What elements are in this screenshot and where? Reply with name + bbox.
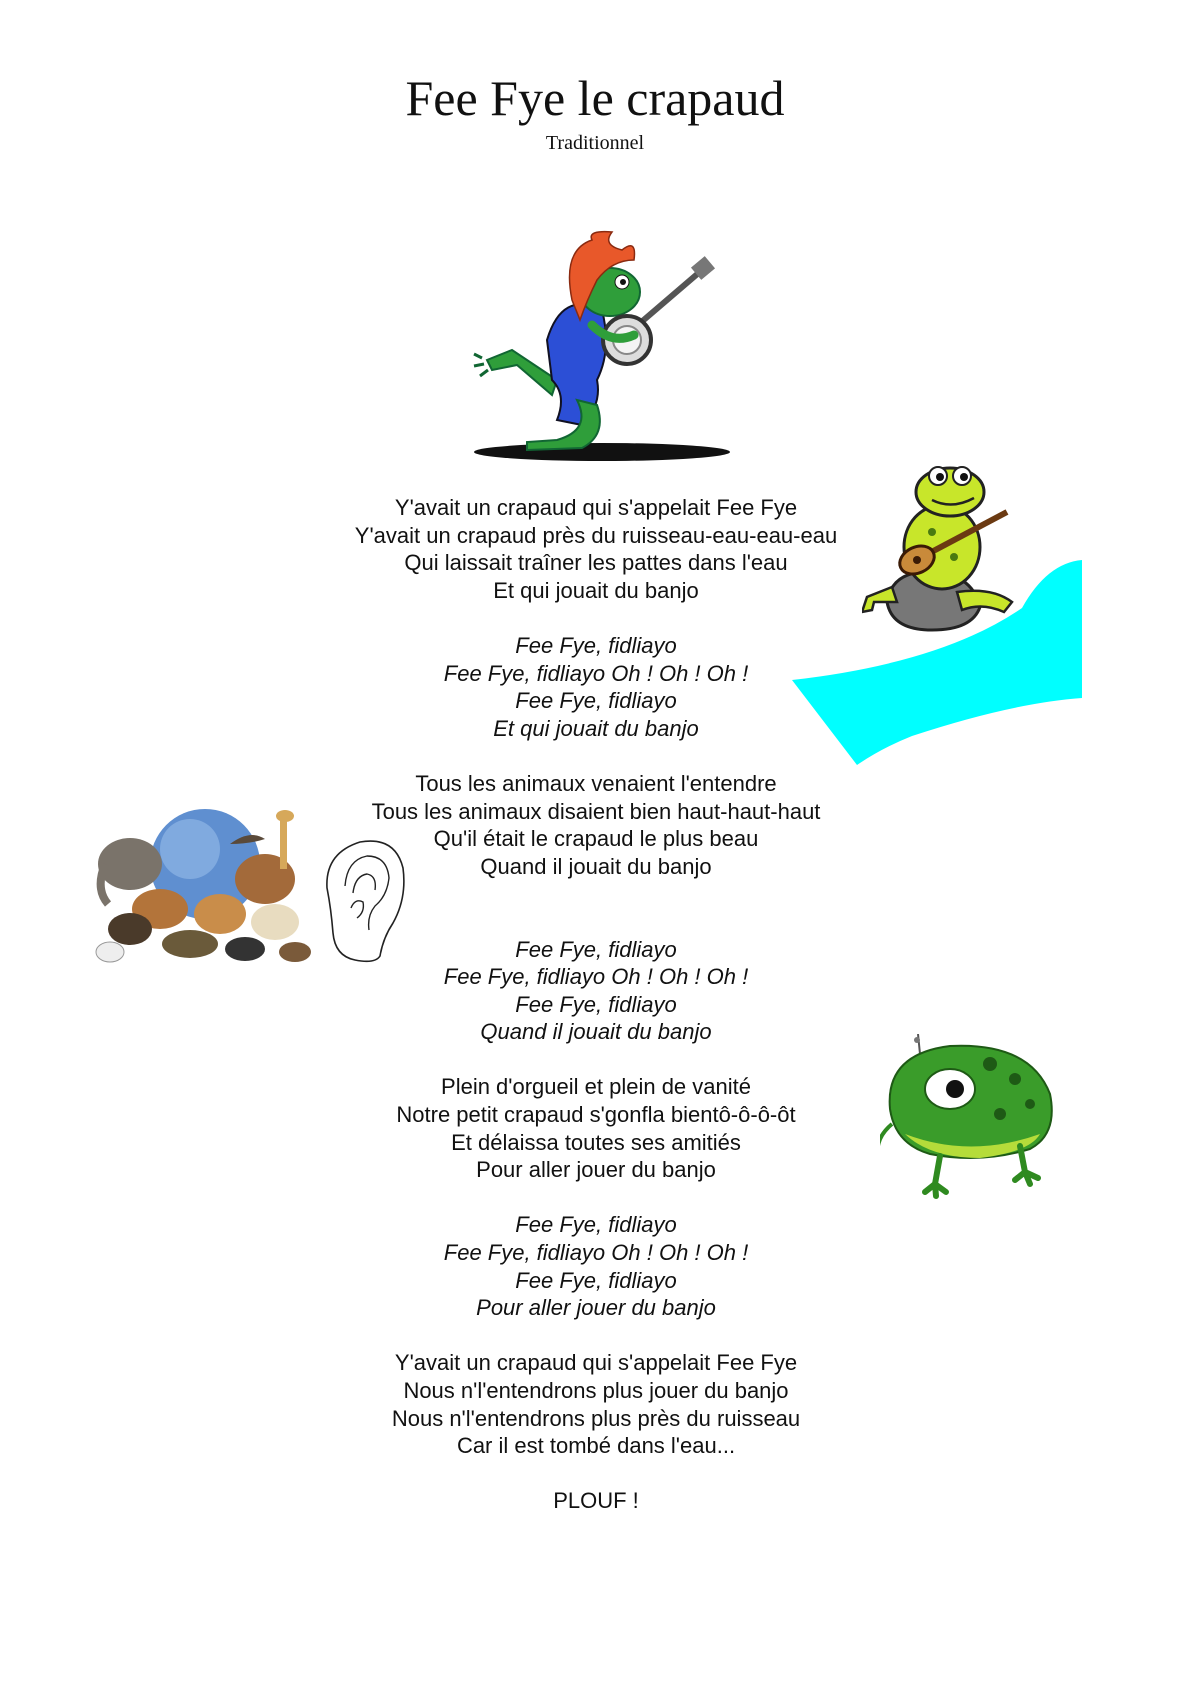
dancing-frog-banjo-icon [462,230,732,465]
stanza-verse-2 [296,770,896,880]
lyric-line: Fee Fye, fidliayo Oh ! Oh ! Oh ! [443,964,749,990]
stanza-refrain-1 [296,632,896,742]
balloon-frog-icon [880,1034,1060,1204]
lyric-line: Y'avait un crapaud près du ruisseau-eau-eau-eau [354,522,838,548]
lyric-line: Notre petit crapaud s'gonfla bientô-ô-ô-ôt [396,1102,796,1128]
lyric-line: Y'avait un crapaud qui s'appelait Fee Fye [394,1350,798,1376]
lyric-line: Fee Fye, fidliayo [515,936,677,962]
lyric-line: Quand il jouait du banjo [480,1019,712,1045]
lyric-line: Fee Fye, fidliayo [515,688,677,714]
lyric-line: Car il est tombé dans l'eau... [456,1433,736,1459]
lyric-line: Nous n'l'entendrons plus près du ruisseau [391,1405,801,1431]
lyric-line: Qu'il était le crapaud le plus beau [433,826,759,852]
lyric-line: Fee Fye, fidliayo [515,1212,677,1238]
stanza-verse-4 [296,1349,896,1459]
lyric-line: Qui laissait traîner les pattes dans l'eau [404,550,788,576]
song-title: Fee Fye le crapaud [405,70,785,126]
lyric-line: Pour aller jouer du banjo [476,1295,716,1321]
lyric-line: Et délaissa toutes ses amitiés [451,1129,741,1155]
lyric-line: Fee Fye, fidliayo [515,632,677,658]
lyrics-body [296,494,896,1543]
stanza-ending [296,1487,896,1515]
lyric-line: Plein d'orgueil et plein de vanité [441,1074,751,1100]
lyric-line: Nous n'l'entendrons plus jouer du banjo [403,1378,789,1403]
lyric-line: Fee Fye, fidliayo Oh ! Oh ! Oh ! [443,660,749,686]
animals-globe-icon [90,804,315,964]
lyric-line: Quand il jouait du banjo [480,853,712,879]
lyric-line-plouf: PLOUF ! [553,1488,639,1514]
stanza-refrain-2 [296,936,896,1046]
lyric-line: Et qui jouait du banjo [493,715,699,741]
song-subtitle: Traditionnel [545,132,645,154]
lyric-line: Fee Fye, fidliayo [515,1267,677,1293]
lyric-line: Et qui jouait du banjo [493,577,699,603]
lyric-line: Tous les animaux disaient bien haut-haut-haut [371,798,821,824]
lyric-line: Fee Fye, fidliayo Oh ! Oh ! Oh ! [443,1240,749,1266]
stanza-verse-3 [296,1073,896,1183]
stanza-verse-1 [296,494,896,604]
lyric-line: Y'avait un crapaud qui s'appelait Fee Fye [394,495,798,520]
lyric-line: Fee Fye, fidliayo [515,991,677,1017]
lyric-line: Tous les animaux venaient l'entendre [415,770,777,796]
stanza-refrain-3 [296,1211,896,1321]
lyric-line: Pour aller jouer du banjo [476,1157,716,1183]
